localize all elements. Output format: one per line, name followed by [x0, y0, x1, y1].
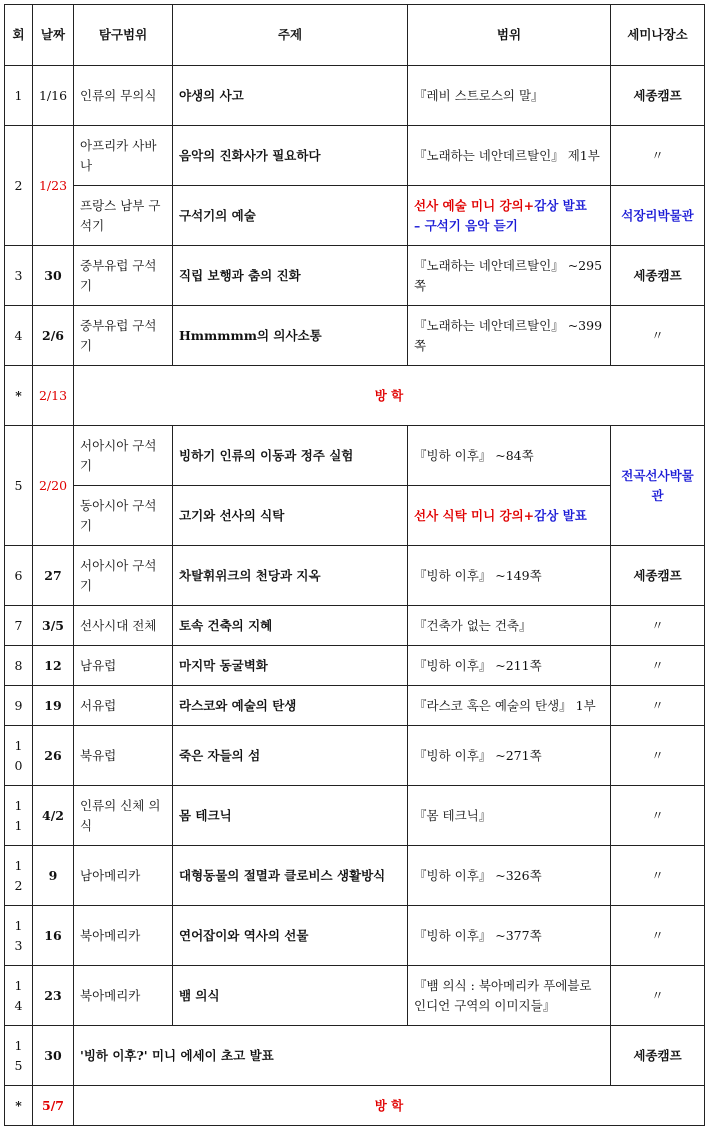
session-no: 12 [5, 846, 33, 906]
session-date: 27 [33, 546, 74, 606]
table-row [5, 686, 705, 726]
place-cell: 〃 [611, 686, 705, 726]
session-date: 3/5 [33, 606, 74, 646]
topic-cell: '빙하 이후?' 미니 에세이 초고 발표 [74, 1026, 611, 1086]
place-cell: 〃 [611, 306, 705, 366]
place-cell: 〃 [611, 786, 705, 846]
session-no: 4 [5, 306, 33, 366]
session-no: * [5, 1086, 33, 1126]
range-cell: 『건축가 없는 건축』 [408, 606, 611, 646]
session-no: 2 [5, 126, 33, 246]
range-cell: 『라스코 혹은 예술의 탄생』 1부 [408, 686, 611, 726]
place-cell: 세종캠프 [611, 246, 705, 306]
table-row [5, 426, 705, 486]
session-date: 30 [33, 246, 74, 306]
place-cell: 〃 [611, 726, 705, 786]
topic-cell: 몸 테크닉 [173, 786, 408, 846]
scope-cell: 인류의 신체 의식 [74, 786, 173, 846]
table-row [5, 646, 705, 686]
range-cell: 『노래하는 네안데르탈인』 ~399쪽 [408, 306, 611, 366]
scope-cell: 중부유럽 구석기 [74, 246, 173, 306]
session-date: 9 [33, 846, 74, 906]
session-date: 5/7 [33, 1086, 74, 1126]
place-cell: 〃 [611, 846, 705, 906]
place-cell: 세종캠프 [611, 66, 705, 126]
range-cell: 『뱀 의식 : 북아메리카 푸에블로 인디언 구역의 이미지들』 [408, 966, 611, 1026]
header-range: 범위 [408, 5, 611, 66]
range-cell: 『몸 테크닉』 [408, 786, 611, 846]
place-cell: 전곡선사박물관 [611, 426, 705, 546]
session-date: 19 [33, 686, 74, 726]
session-no: 3 [5, 246, 33, 306]
range-plus: + [523, 197, 535, 213]
session-no: 11 [5, 786, 33, 846]
session-no: 9 [5, 686, 33, 726]
break-row [5, 1086, 705, 1126]
place-cell: 세종캠프 [611, 1026, 705, 1086]
session-date: 16 [33, 906, 74, 966]
session-date: 23 [33, 966, 74, 1026]
header-scope: 탐구범위 [74, 5, 173, 66]
scope-cell: 프랑스 남부 구석기 [74, 186, 173, 246]
session-date: 1/23 [33, 126, 74, 246]
session-date: 12 [33, 646, 74, 686]
scope-cell: 북아메리카 [74, 906, 173, 966]
session-no: 10 [5, 726, 33, 786]
topic-cell: 뱀 의식 [173, 966, 408, 1026]
range-cell [408, 486, 611, 546]
table-row [5, 1026, 705, 1086]
range-cell [408, 186, 611, 246]
range-cell: 『빙하 이후』 ~211쪽 [408, 646, 611, 686]
table-row [5, 246, 705, 306]
session-no: 7 [5, 606, 33, 646]
header-row [5, 5, 705, 66]
table-row [5, 786, 705, 846]
scope-cell: 중부유럽 구석기 [74, 306, 173, 366]
range-cell: 『빙하 이후』 ~149쪽 [408, 546, 611, 606]
header-topic: 주제 [173, 5, 408, 66]
topic-cell: 구석기의 예술 [173, 186, 408, 246]
topic-cell: 음악의 진화사가 필요하다 [173, 126, 408, 186]
range-cell: 『빙하 이후』 ~377쪽 [408, 906, 611, 966]
session-date: 2/6 [33, 306, 74, 366]
topic-cell: 빙하기 인류의 이동과 정주 실험 [173, 426, 408, 486]
header-date: 날짜 [33, 5, 74, 66]
topic-cell: 토속 건축의 지혜 [173, 606, 408, 646]
table-row [5, 546, 705, 606]
topic-cell: 마지막 동굴벽화 [173, 646, 408, 686]
session-no: 5 [5, 426, 33, 546]
place-cell: 〃 [611, 606, 705, 646]
scope-cell: 북유럽 [74, 726, 173, 786]
session-no: 6 [5, 546, 33, 606]
place-cell: 세종캠프 [611, 546, 705, 606]
topic-cell: Hmmmmm의 의사소통 [173, 306, 408, 366]
vacation-label: 방 학 [74, 366, 705, 426]
scope-cell: 서유럽 [74, 686, 173, 726]
range-cell: 『노래하는 네안데르탈인』 제1부 [408, 126, 611, 186]
topic-cell: 대형동물의 절멸과 클로비스 생활방식 [173, 846, 408, 906]
vacation-label: 방 학 [74, 1086, 705, 1126]
place-cell: 석장리박물관 [611, 186, 705, 246]
table-row [5, 606, 705, 646]
place-cell: 〃 [611, 966, 705, 1026]
session-date: 30 [33, 1026, 74, 1086]
range-listening: – 구석기 음악 듣기 [414, 217, 518, 233]
session-date: 26 [33, 726, 74, 786]
table-row [5, 306, 705, 366]
session-date: 4/2 [33, 786, 74, 846]
table-row [5, 486, 705, 546]
place-cell: 〃 [611, 906, 705, 966]
table-row [5, 186, 705, 246]
scope-cell: 북아메리카 [74, 966, 173, 1026]
range-plus: + [523, 507, 535, 523]
table-row [5, 66, 705, 126]
topic-cell: 연어잡이와 역사의 선물 [173, 906, 408, 966]
topic-cell: 직립 보행과 춤의 진화 [173, 246, 408, 306]
topic-cell: 라스코와 예술의 탄생 [173, 686, 408, 726]
range-lecture: 선사 식탁 미니 강의 [414, 507, 524, 523]
table-row [5, 726, 705, 786]
session-no: 13 [5, 906, 33, 966]
topic-cell: 고기와 선사의 식탁 [173, 486, 408, 546]
range-cell: 『노래하는 네안데르탈인』 ~295쪽 [408, 246, 611, 306]
scope-cell: 선사시대 전체 [74, 606, 173, 646]
scope-cell: 동아시아 구석기 [74, 486, 173, 546]
session-no: 14 [5, 966, 33, 1026]
session-date: 2/20 [33, 426, 74, 546]
scope-cell: 인류의 무의식 [74, 66, 173, 126]
range-presentation: 감상 발표 [534, 197, 587, 213]
table-row [5, 126, 705, 186]
header-place: 세미나장소 [611, 5, 705, 66]
table-row [5, 906, 705, 966]
scope-cell: 서아시아 구석기 [74, 426, 173, 486]
range-cell: 『레비 스트로스의 말』 [408, 66, 611, 126]
range-presentation: 감상 발표 [534, 507, 587, 523]
range-cell: 『빙하 이후』 ~271쪽 [408, 726, 611, 786]
session-date: 2/13 [33, 366, 74, 426]
topic-cell: 야생의 사고 [173, 66, 408, 126]
seminar-schedule-table [4, 4, 705, 1126]
session-no: 15 [5, 1026, 33, 1086]
header-no: 회 [5, 5, 33, 66]
place-cell: 〃 [611, 646, 705, 686]
place-cell: 〃 [611, 126, 705, 186]
range-cell: 『빙하 이후』 ~326쪽 [408, 846, 611, 906]
session-no: 8 [5, 646, 33, 686]
topic-cell: 차탈휘위크의 천당과 지옥 [173, 546, 408, 606]
session-date: 1/16 [33, 66, 74, 126]
table-row [5, 966, 705, 1026]
scope-cell: 서아시아 구석기 [74, 546, 173, 606]
scope-cell: 아프리카 사바나 [74, 126, 173, 186]
scope-cell: 남아메리카 [74, 846, 173, 906]
table-row [5, 846, 705, 906]
break-row [5, 366, 705, 426]
range-cell: 『빙하 이후』 ~84쪽 [408, 426, 611, 486]
range-lecture: 선사 예술 미니 강의 [414, 197, 524, 213]
topic-cell: 죽은 자들의 섬 [173, 726, 408, 786]
scope-cell: 남유럽 [74, 646, 173, 686]
session-no: 1 [5, 66, 33, 126]
session-no: * [5, 366, 33, 426]
